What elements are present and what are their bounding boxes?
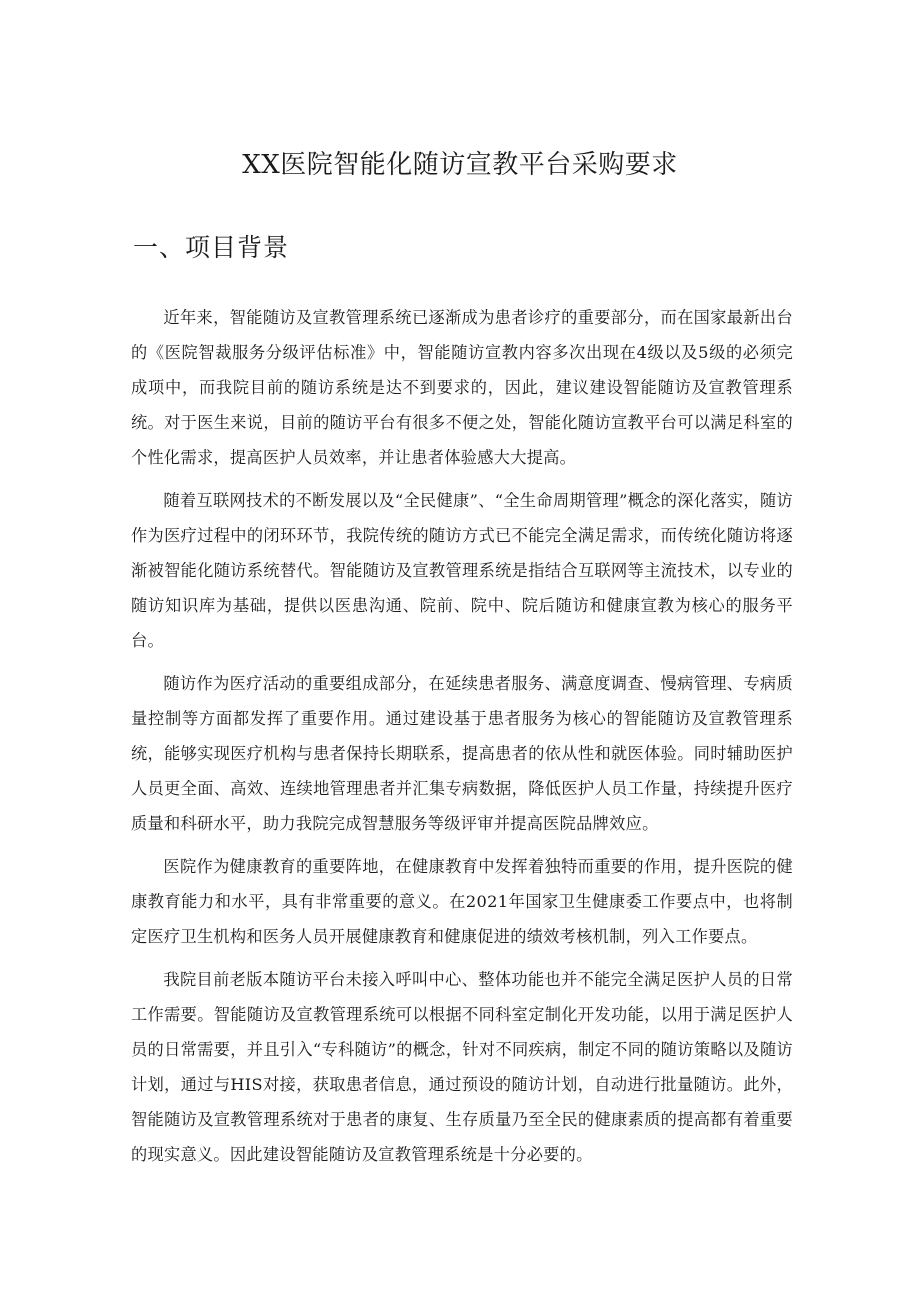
paragraph: 随访作为医疗活动的重要组成部分，在延续患者服务、满意度调查、慢病管理、专病质量控制等方面都发挥了重要作用。通过建设基于患者服务为核心的智能随访及宣教管理系统，能够实现医疗机构与患者保持长期联系，提高患者的依从性和就医体验。同时辅助医护人员更全面、高效、连续地管理患者并汇集专病数据，降低医护人员工作量，持续提升医疗质量和科研水平，助力我院完成智慧服务等级评审并提高医院品牌效应。 (131, 674, 793, 833)
paragraph: 医院作为健康教育的重要阵地，在健康教育中发挥着独特而重要的作用，提升医院的健康教育能力和水平，具有非常重要的意义。在2021年国家卫生健康委工作要点中，也将制定医疗卫生机构和医务人员开展健康教育和健康促进的绩效考核机制，列入工作要点。 (131, 857, 793, 946)
paragraph: 近年来，智能随访及宣教管理系统已逐渐成为患者诊疗的重要部分，而在国家最新出台的《医院智裁服务分级评估标准》中，智能随访宣教内容多次出现在4级以及5级的必须完成项中，而我院目前的随访系统是达不到要求的，因此，建议建设智能随访及宣教管理系统。对于医生来说，目前的随访平台有很多不便之处，智能化随访宣教平台可以满足科室的个性化需求，提高医护人员效率，并让患者体验感大大提高。 (131, 308, 793, 467)
section-heading-project-background: 一、项目背景 (133, 233, 290, 262)
document-body (131, 300, 793, 1180)
paragraph: 我院目前老版本随访平台未接入呼叫中心、整体功能也并不能完全满足医护人员的日常工作需要。智能随访及宣教管理系统可以根据不同科室定制化开发功能，以用于满足医护人员的日常需要，并且引入“专科随访”的概念，针对不同疾病，制定不同的随访策略以及随访计划，通过与HIS对接，获取患者信息，通过预设的随访计划，自动进行批量随访。此外，智能随访及宣教管理系统对于患者的康复、生存质量乃至全民的健康素质的提高都有着重要的现实意义。因此建设智能随访及宣教管理系统是十分必要的。 (131, 970, 793, 1164)
paragraph: 随着互联网技术的不断发展以及“全民健康”、“全生命周期管理”概念的深化落实，随访作为医疗过程中的闭环环节，我院传统的随访方式已不能完全满足需求，而传统化随访将逐渐被智能化随访系统替代。智能随访及宣教管理系统是指结合互联网等主流技术，以专业的随访知识库为基础，提供以医患沟通、院前、院中、院后随访和健康宣教为核心的服务平台。 (131, 491, 793, 650)
document-title: XX医院智能化随访宣教平台采购要求 (242, 150, 678, 180)
